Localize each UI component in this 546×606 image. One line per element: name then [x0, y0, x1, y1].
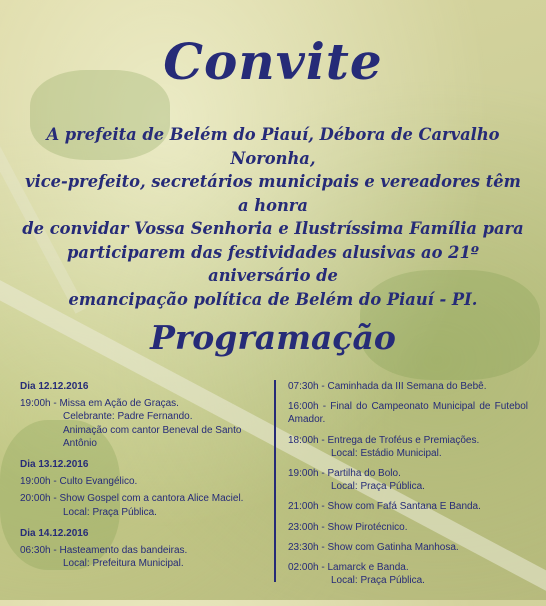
schedule-entry-line: 16:00h - Final do Campeonato Municipal de Futebol Amador.: [288, 401, 528, 426]
schedule-day-date: Dia 12.12.2016: [20, 381, 89, 392]
column-divider: [274, 380, 276, 582]
schedule-entry: [20, 544, 265, 570]
schedule-right-column: [288, 380, 528, 594]
schedule-entry-line: 23:30h - Show com Gatinha Manhosa.: [288, 541, 459, 553]
schedule-entry: [20, 475, 265, 488]
invitation-text: [20, 123, 526, 311]
schedule-entry: [288, 500, 528, 513]
invitation-line: emancipação política de Belém do Piauí - PI.: [68, 289, 478, 309]
schedule-entry-line: Local: Praça Pública.: [331, 575, 425, 587]
invitation-line: participarem das festividades alusivas ao 21º aniversário de: [67, 242, 479, 285]
schedule-entry: [20, 397, 265, 450]
schedule-entry-line: 21:00h - Show com Fafá Santana E Banda.: [288, 501, 481, 513]
schedule-entry-line: 07:30h - Caminhada da III Semana do Bebê.: [288, 381, 487, 392]
schedule-entry-line: 19:00h - Partilha do Bolo.: [288, 468, 401, 480]
invitation-line: A prefeita de Belém do Piauí, Débora de Carvalho Noronha,: [46, 125, 500, 168]
schedule-entry-line: Local: Praça Pública.: [63, 506, 157, 518]
schedule-entry-line: Celebrante: Padre Fernando.: [63, 411, 193, 423]
schedule-entry: [288, 541, 528, 554]
schedule-entry: [288, 380, 528, 393]
schedule-entry-line: Animação com cantor Beneval de Santo Antônio: [63, 424, 242, 449]
invitation-line: de convidar Vossa Senhoria e Ilustríssima Família para: [22, 219, 524, 238]
schedule-entry-line: 06:30h - Hasteamento das bandeiras.: [20, 545, 188, 557]
schedule-entry-line: Local: Praça Pública.: [331, 481, 425, 493]
schedule-entry-line: 19:00h - Culto Evangélico.: [20, 476, 138, 488]
schedule-entry: [288, 400, 528, 426]
schedule-entry-line: 20:00h - Show Gospel com a cantora Alice Maciel.: [20, 493, 244, 505]
schedule-day-date: Dia 13.12.2016: [20, 459, 89, 471]
schedule-entry: [288, 561, 528, 587]
schedule-entry: [288, 521, 528, 534]
schedule-entry: [20, 492, 265, 518]
schedule-entry-line: Local: Estádio Municipal.: [331, 447, 442, 459]
schedule-entry-line: 18:00h - Entrega de Troféus e Premiações.: [288, 434, 480, 446]
schedule-left-column: [20, 380, 265, 574]
invitation-line: vice-prefeito, secretários municipais e vereadores têm a honra: [25, 172, 521, 215]
schedule-entry: [288, 467, 528, 493]
page-title: Convite: [163, 32, 383, 91]
programacao-heading: Programação: [150, 318, 396, 357]
schedule-entry-line: 19:00h - Missa em Ação de Graças.: [20, 398, 179, 410]
schedule-entry-line: 23:00h - Show Pirotécnico.: [288, 521, 408, 533]
schedule-entry-line: Local: Prefeitura Municipal.: [63, 558, 184, 570]
schedule-day-date: Dia 14.12.2016: [20, 527, 89, 539]
schedule-entry-line: 02:00h - Lamarck e Banda.: [288, 562, 409, 574]
schedule-entry: [288, 434, 528, 460]
